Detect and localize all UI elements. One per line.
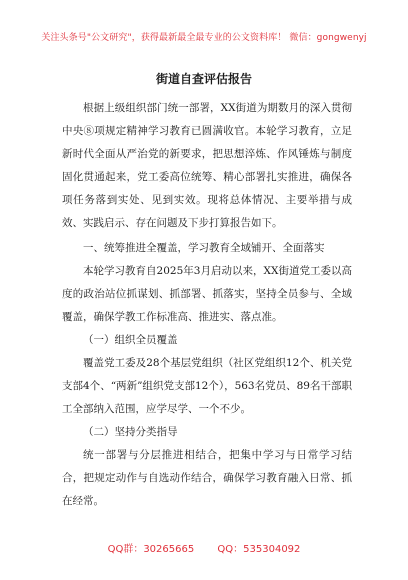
footer-qq-group: QQ群：30265665 (107, 544, 195, 555)
paragraph-sub-2: 统一部署与分层推进相结合，把集中学习与日常学习结合，把规定动作与自选动作结合，确保学习教育融入日常、抓在经常。 (62, 449, 352, 507)
subheading-2: （二）坚持分类指导 (83, 426, 178, 438)
section-heading-1: 一、统筹推进全覆盖，学习教育全域铺开、全面落实 (83, 242, 325, 254)
subheading-1: （一）组织全员覆盖 (83, 334, 178, 346)
paragraph-intro: 根据上级组织部门统一部署，XX街道为期数月的深入贯彻中央⑧项规定精神学习教育已圆满收官。本轮学习教育，立足新时代全面从严治党的新要求，把思想淬炼、作风锤炼与制度固化贯通起来，党工委高位统筹、精心部署扎实推进，确保各项任务落到实处、见到实效。现将总体情况、主要举措与成效、实践启示、存在问题及下步打算报告如下。 (62, 102, 352, 229)
footer-contact (0, 540, 408, 555)
header-notice: 关注头条号"公文研究"，获得最新最全最专业的公文资料库！ 微信：gongwenyj (41, 33, 367, 43)
document-title: 街道自查评估报告 (155, 72, 252, 86)
paragraph-sub-1: 覆盖党工委及28个基层党组织（社区党组织12个、机关党支部4个、“两新”组织党支部12个），563名党员、89名干部职工全部纳入范围，应学尽学、一个不少。 (62, 357, 352, 415)
document-body (62, 97, 352, 513)
paragraph-section-1: 本轮学习教育自2025年3月启动以来，XX街道党工委以高度的政治站位抓谋划、抓部署、抓落实，坚持全员参与、全域覆盖，确保学教工作标准高、推进实、落点准。 (62, 265, 352, 323)
footer-qq: QQ：535304092 (217, 544, 301, 555)
